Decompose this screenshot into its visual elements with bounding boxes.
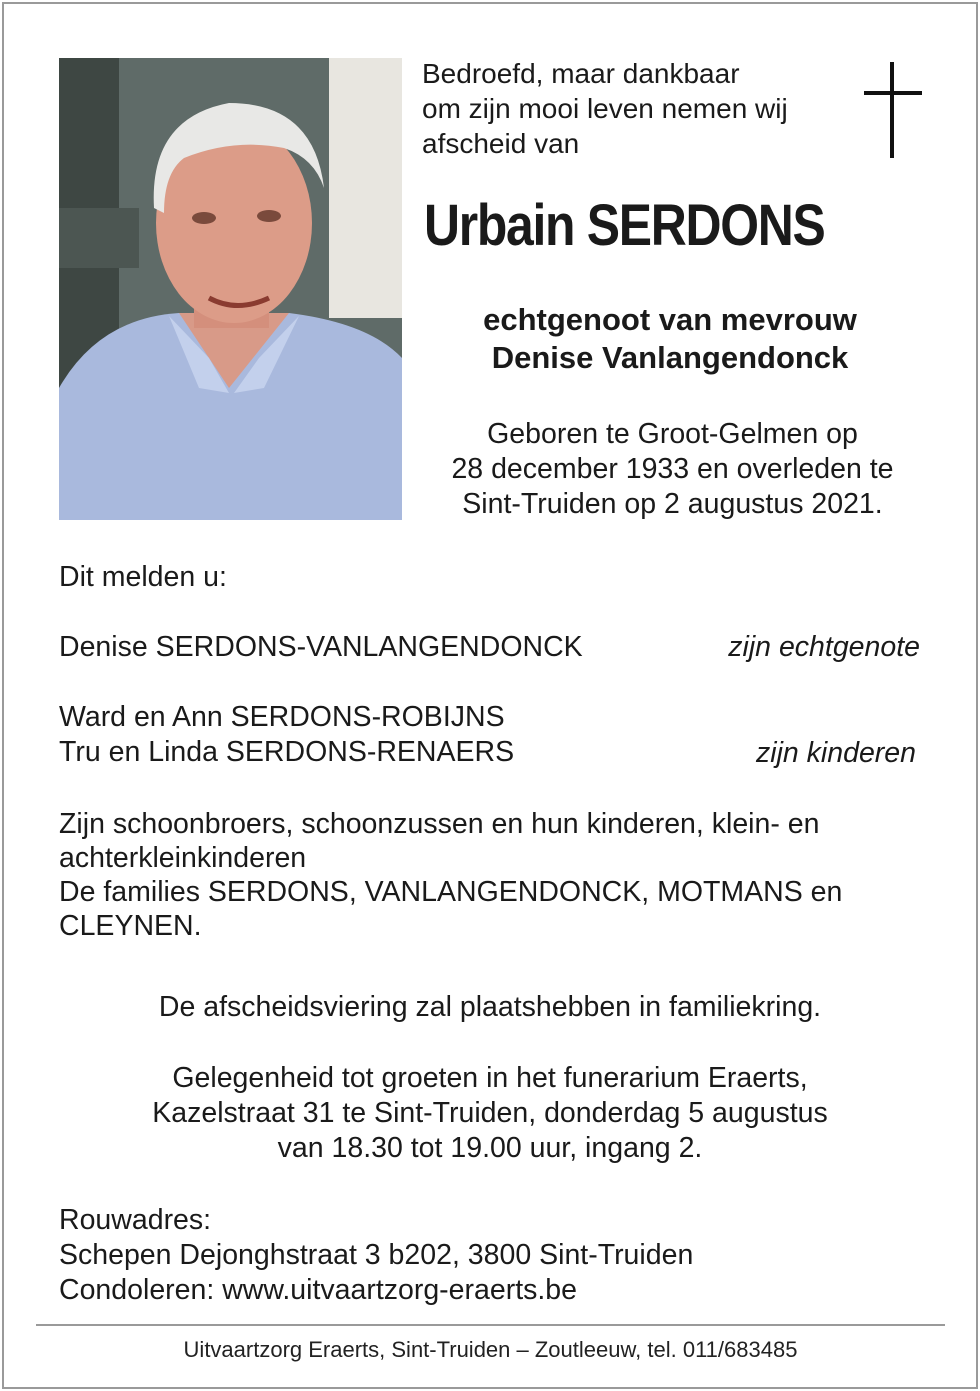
birth-line: 28 december 1933 en overleden te: [451, 453, 894, 485]
cross-icon: [864, 62, 922, 158]
birth-death-info: [420, 417, 925, 522]
spouse-relation: zijn echtgenote: [728, 631, 920, 663]
visitation-line: Kazelstraat 31 te Sint-Truiden, donderdag 5 augustus: [152, 1097, 828, 1129]
family-line: achterkleinkinderen: [59, 842, 307, 874]
family-line: CLEYNEN.: [59, 910, 202, 942]
intro-line: Bedroefd, maar dankbaar: [422, 58, 740, 89]
spouse-name: Denise SERDONS-VANLANGENDONCK: [59, 631, 583, 663]
deceased-name: Urbain SERDONS: [424, 193, 825, 258]
children-relation: zijn kinderen: [755, 737, 916, 769]
family-line: Zijn schoonbroers, schoonzussen en hun kinderen, klein- en: [59, 808, 820, 840]
family-line: De families SERDONS, VANLANGENDONCK, MOTMANS en: [59, 876, 843, 908]
spouse-of: [420, 301, 920, 377]
intro-line: om zijn mooi leven nemen wij: [422, 93, 788, 124]
contact-block: [59, 1203, 939, 1308]
birth-line: Geboren te Groot-Gelmen op: [487, 418, 858, 450]
condolences-link[interactable]: Condoleren: www.uitvaartzorg-eraerts.be: [59, 1274, 577, 1306]
visitation-line: van 18.30 tot 19.00 uur, ingang 2.: [277, 1132, 703, 1164]
mourning-address-label: Rouwadres:: [59, 1204, 212, 1236]
spouse-line: Denise Vanlangendonck: [491, 340, 849, 375]
family-list: [59, 807, 939, 943]
footer-text: Uitvaartzorg Eraerts, Sint-Truiden – Zoutleeuw, tel. 011/683485: [183, 1337, 798, 1362]
visitation-line: Gelegenheid tot groeten in het funerarium Eraerts,: [172, 1062, 808, 1094]
ceremony-text: De afscheidsviering zal plaatshebben in familiekring.: [158, 991, 822, 1023]
portrait-photo: [59, 58, 402, 520]
footer-divider: [36, 1324, 945, 1326]
visitation-info: [59, 1061, 921, 1166]
child-name: Ward en Ann SERDONS-ROBIJNS: [59, 701, 505, 733]
spouse-line: echtgenoot van mevrouw: [483, 302, 857, 337]
intro-text: [422, 56, 842, 161]
child-name: Tru en Linda SERDONS-RENAERS: [59, 736, 515, 768]
birth-line: Sint-Truiden op 2 augustus 2021.: [462, 488, 883, 520]
announcers-heading: Dit melden u:: [59, 561, 227, 593]
mourning-address: Schepen Dejonghstraat 3 b202, 3800 Sint-Truiden: [59, 1239, 694, 1271]
intro-line: afscheid van: [422, 128, 580, 159]
